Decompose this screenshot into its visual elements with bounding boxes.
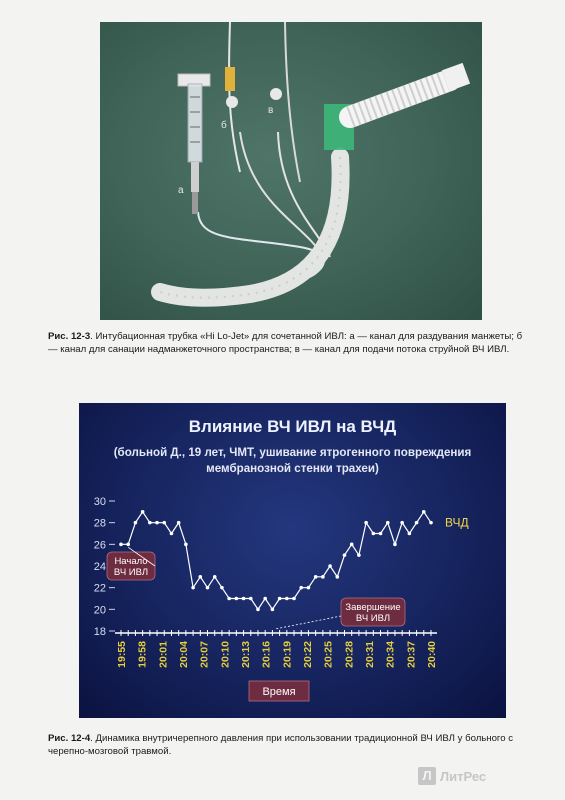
icp-data-point — [199, 575, 203, 579]
corrugated-tube — [350, 63, 470, 117]
icp-data-point — [242, 597, 246, 601]
x-tick-label: 20:34 — [384, 641, 397, 668]
caption-text: . Динамика внутричерепного давления при использовании традиционной ВЧ ИВЛ у больного с черепно-мозговой травмой. — [48, 733, 514, 757]
icp-data-point — [379, 532, 383, 536]
y-tick-label: 30 — [93, 496, 106, 508]
x-tick-label: 20:19 — [281, 641, 294, 668]
x-tick-label: 20:16 — [260, 641, 273, 668]
valve-v — [270, 88, 282, 100]
x-tick-label: 20:22 — [302, 641, 314, 668]
caption-text: . Интубационная трубка «Hi Lo-Jet» для сочетанной ИВЛ: а — канал для раздувания манжеты; б — канал для санации надманжеточного пространства; в — канал для подачи потока струйной ВЧ ИВЛ. — [48, 331, 523, 355]
x-tick-label: 19:55 — [116, 641, 128, 668]
icp-data-point — [350, 543, 354, 547]
caption-label: Рис. 12-3 — [48, 331, 91, 342]
annotation-end-text: Завершение ВЧ ИВЛ — [345, 602, 401, 624]
y-tick-label: 26 — [93, 539, 106, 552]
watermark-text: ЛитРес — [440, 768, 487, 784]
icp-data-point — [393, 543, 397, 547]
icp-data-point — [321, 575, 325, 579]
x-tick-label: 20:13 — [240, 641, 252, 668]
chart-subtitle: (больной Д., 19 лет, ЧМТ, ушивание ятрогенного повреждения мембранозной стенки трахеи) — [113, 446, 472, 475]
x-tick-label: 20:10 — [219, 641, 232, 668]
icp-data-point — [263, 597, 267, 601]
icp-data-point — [227, 597, 231, 601]
valve-b — [226, 96, 238, 108]
yellow-connector — [225, 67, 235, 91]
icp-data-point — [372, 532, 376, 536]
label-b: б — [221, 120, 227, 131]
x-tick-label: 20:31 — [364, 641, 376, 668]
icp-data-point — [220, 586, 224, 590]
x-tick-label: 20:01 — [157, 641, 170, 668]
icp-data-point — [191, 586, 195, 590]
icp-data-point — [271, 608, 275, 612]
y-tick-label: 18 — [93, 626, 106, 638]
icp-data-point — [299, 586, 303, 590]
litres-logo-icon: Л — [418, 767, 436, 785]
endotracheal-tube-photo — [100, 22, 482, 320]
tube-body — [160, 157, 341, 298]
icp-chart-slide — [79, 403, 506, 718]
x-tick-label: 19:58 — [136, 641, 149, 668]
series-label: ВЧД — [445, 515, 469, 530]
icp-data-point — [278, 597, 282, 601]
icp-data-point — [177, 521, 181, 525]
y-tick-label: 20 — [93, 604, 106, 617]
annotation-end-pointer — [275, 616, 341, 629]
label-v: в — [268, 105, 274, 116]
icp-data-point — [162, 521, 166, 525]
icp-data-point — [343, 553, 347, 557]
figure-caption-12-4 — [48, 732, 528, 758]
x-tick-label: 20:40 — [426, 641, 438, 668]
icp-data-point — [213, 575, 217, 579]
icp-data-point — [422, 510, 426, 514]
icp-data-point — [256, 608, 260, 612]
chart-title: Влияние ВЧ ИВЛ на ВЧД — [188, 417, 397, 436]
icp-data-point — [314, 575, 318, 579]
watermark — [418, 764, 558, 788]
x-axis-label: Время — [262, 686, 296, 698]
y-tick-label: 22 — [93, 582, 106, 595]
x-tick-label: 20:25 — [322, 641, 335, 668]
x-tick-label: 20:37 — [405, 641, 418, 668]
annotation-start-text: Начало ВЧ ИВЛ — [113, 556, 149, 578]
icp-data-point — [141, 510, 145, 514]
icp-data-point — [400, 521, 404, 525]
icp-data-point — [134, 521, 138, 525]
icp-data-point — [126, 543, 130, 547]
figure-caption-12-3 — [48, 330, 528, 356]
icp-data-point — [415, 521, 419, 525]
x-tick-label: 20:04 — [178, 641, 190, 668]
icp-data-point — [307, 586, 311, 590]
icp-data-point — [408, 532, 412, 536]
icp-data-point — [285, 597, 289, 601]
icp-data-point — [184, 543, 188, 547]
caption-label: Рис. 12-4 — [48, 733, 91, 744]
icp-data-point — [148, 521, 152, 525]
icp-data-point — [119, 543, 123, 547]
icp-series-line — [121, 512, 431, 609]
icp-data-point — [206, 586, 210, 590]
label-a: а — [178, 185, 184, 196]
x-tick-label: 20:07 — [198, 641, 211, 668]
icp-data-point — [292, 597, 296, 601]
y-tick-label: 28 — [93, 517, 106, 530]
icp-data-point — [429, 521, 433, 525]
icp-data-point — [335, 575, 339, 579]
icp-data-point — [328, 564, 332, 568]
y-tick-label: 24 — [93, 561, 106, 573]
icp-data-point — [357, 553, 361, 557]
icp-data-point — [155, 521, 159, 525]
icp-data-point — [170, 532, 174, 536]
icp-data-point — [235, 597, 239, 601]
icp-data-point — [249, 597, 253, 601]
icp-line-chart — [79, 403, 506, 718]
x-tick-label: 20:28 — [343, 641, 356, 668]
icp-data-point — [386, 521, 390, 525]
icp-data-point — [364, 521, 368, 525]
